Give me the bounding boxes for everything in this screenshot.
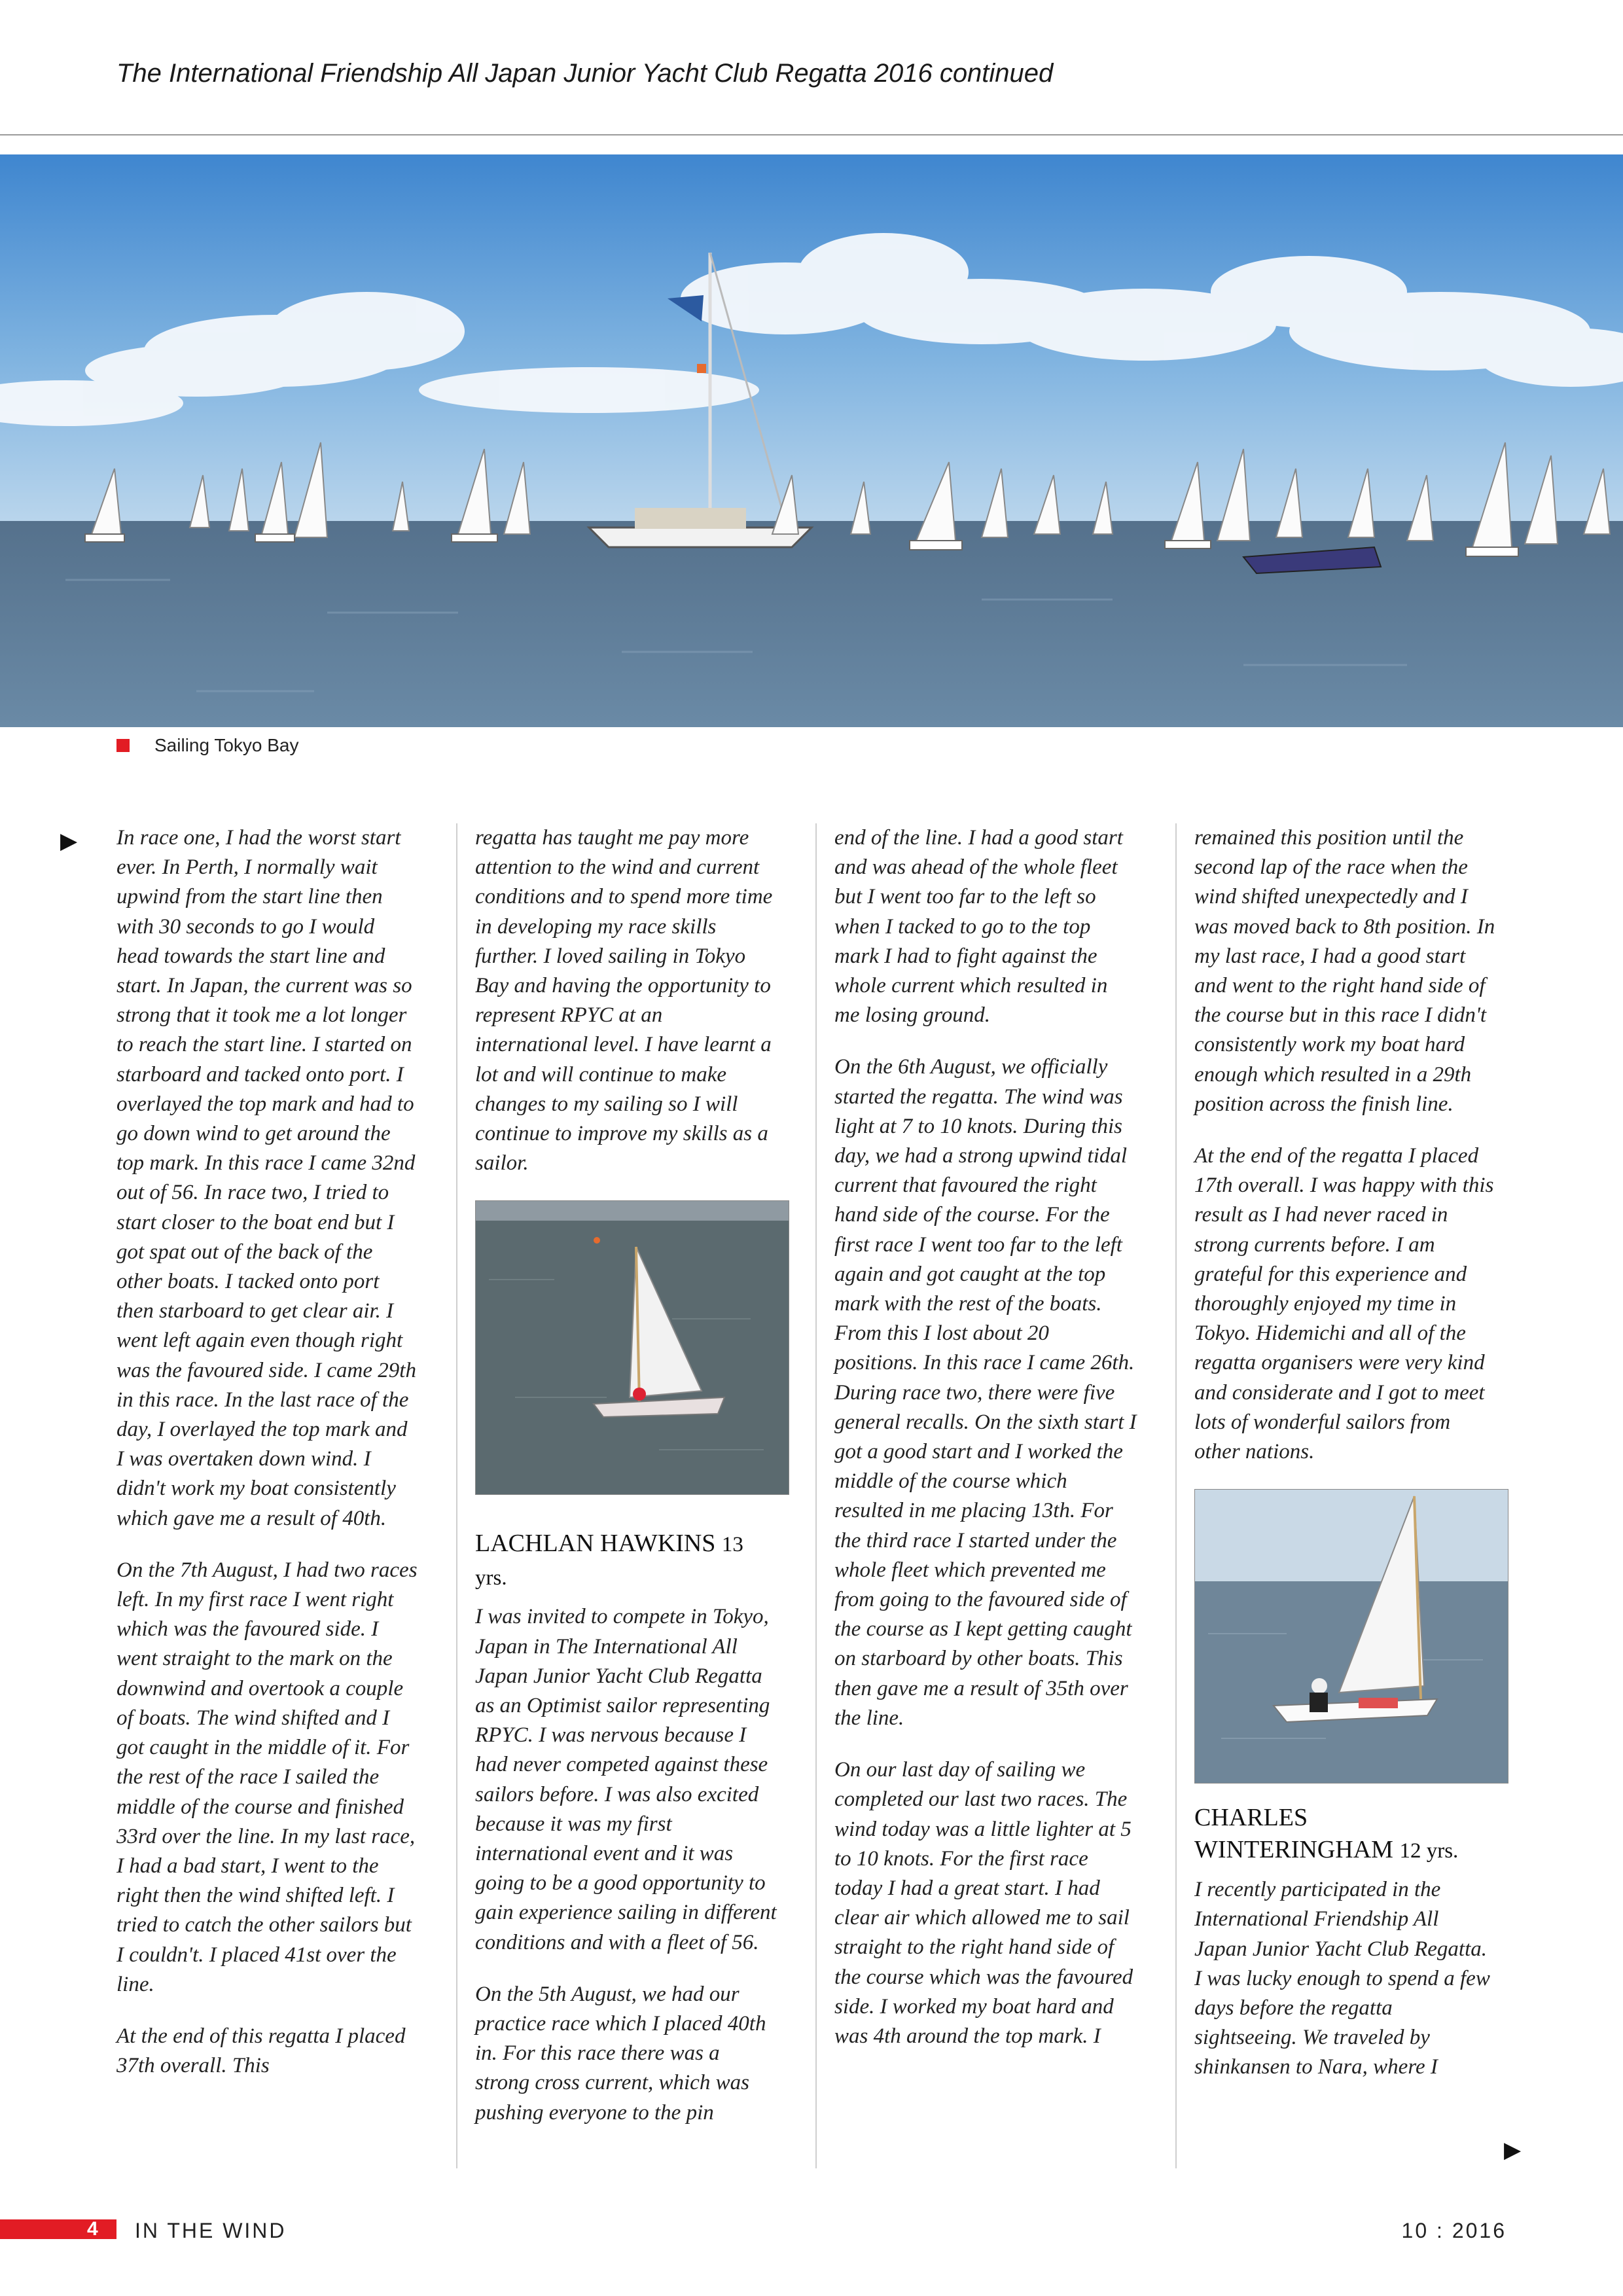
page-number: 4 (87, 2218, 98, 2240)
paragraph: On the 5th August, we had our practice race which I placed 40th in. For this race there was a strong cross current, which was pushing everyone to the pin (475, 1982, 766, 2125)
paragraph: end of the line. I had a good start and was ahead of the whole fleet but I went too far to the left so when I tacked to go to the top mark I had to fight against the whole current which resulted in me losing ground. (834, 826, 1123, 1028)
paragraph: On the 6th August, we officially started the regatta. The wind was light at 7 to 10 knots. During this day, we had a strong upwind tidal current that favoured the right hand side of the course. For the first race I went too far to the left again and got caught at the top mark with the rest of the boats. From this I lost about 20 positions. In this race I came 26th. During race two, there were five general recalls. On the sixth start I got a good start and I worked the middle of the course which resulted in me placing 13th. For the third race I started under the whole fleet which prevented me from going to the favoured side of the course as I kept getting caught on starboard by other boats. This then gave me a result of 35th over the line. (834, 1055, 1137, 1730)
footer-page-tab (0, 2219, 116, 2239)
paragraph: remained this position until the second lap of the race when the wind shifted unexpectedly and I was moved back to 8th position. In my last race, I had a good start and went to the right hand side of the course but in this race I didn't consistently work my boat hard enough which resulted in a 29th position across the finish line. (1194, 826, 1495, 1116)
column-divider (1175, 823, 1177, 2168)
paragraph: On the 7th August, I had two races left. In my first race I went right which was the favoured side. I went straight to the mark on the downwind and overtook a couple of boats. The wind shifted and I got caught in the middle of it. For the rest of the race I sailed the middle of the course and finished 33rd over the line. In my last race, I had a bad start, I went to the right then the wind shifted left. I tried to catch the other sailors but I couldn't. I placed 41st over the line. (116, 1558, 418, 1996)
paragraph: On our last day of sailing we completed our last two races. The wind today was a little lighter at 5 to 10 knots. For the first race today I had a great start. I had clear air which allowed me to sail straight to the right hand side of the course which was the favoured side. I worked my boat hard and was 4th around the top mark. I (834, 1758, 1133, 2048)
photo-caption (116, 735, 299, 756)
article-column-2 (475, 823, 777, 2128)
paragraph: I recently participated in the International Friendship All Japan Junior Yacht Club Regatta. I was lucky enough to spend a few days before the regatta sightseeing. We traveled by shinkansen to Nara, where I (1194, 1878, 1490, 2079)
optimist-sailor-photo (1194, 1489, 1508, 1784)
sailor-age: 12 yrs. (1399, 1839, 1459, 1863)
continue-arrow-icon: ▶ (60, 828, 78, 854)
sailor-name-heading (475, 1528, 777, 1594)
paragraph: At the end of this regatta I placed 37th overall. This (116, 2024, 406, 2078)
article-column-1 (116, 823, 419, 2081)
paragraph: At the end of the regatta I placed 17th overall. I was happy with this result as I had never raced in strong currents before. I am grateful for this experience and thoroughly enjoyed my time in Tokyo. Hidemichi and all of the regatta organisers were very kind and considerate and I got to meet lots of wonderful sailors from other nations. (1194, 1144, 1494, 1464)
caption-text: Sailing Tokyo Bay (154, 735, 299, 755)
sailor-name: CHARLES WINTERINGHAM (1194, 1804, 1393, 1864)
article-column-3 (834, 823, 1137, 2051)
column-divider (815, 823, 817, 2168)
continue-arrow-icon: ▶ (1504, 2137, 1522, 2163)
page-header-title: The International Friendship All Japan Junior Yacht Club Regatta 2016 continued (116, 59, 1054, 88)
paragraph: I was invited to compete in Tokyo, Japan in The International All Japan Junior Yacht Club Regatta as an Optimist sailor representing RPYC. I was nervous because I had never competed against these sailors before. I was also excited because it was my first international event and it was going to be a good opportunity to gain experience sailing in different conditions and with a fleet of 56. (475, 1605, 777, 1954)
hero-photo (0, 154, 1623, 727)
issue-date: 10 : 2016 (1401, 2219, 1507, 2242)
column-divider (456, 823, 457, 2168)
paragraph: regatta has taught me pay more attention to the wind and current conditions and to spend more time in developing my race skills further. I loved sailing in Tokyo Bay and having the opportunity to represent RPYC at an international level. I have learnt a lot and will continue to make changes to my sailing so I will continue to improve my skills as a sailor. (475, 826, 773, 1175)
header-rule (0, 134, 1623, 135)
magazine-title: IN THE WIND (135, 2219, 287, 2242)
optimist-dinghy-photo (475, 1200, 789, 1495)
caption-marker (116, 739, 130, 752)
paragraph: In race one, I had the worst start ever. In Perth, I normally wait upwind from the start line then with 30 seconds to go I would head towards the start line and start. In Japan, the current was so strong that it took me a lot longer to reach the start line. I started on starboard and tacked onto port. I overlayed the top mark and had to go down wind to get around the top mark. In this race I came 32nd out of 56. In race two, I tried to start closer to the boat end but I got spat out of the back of the other boats. I tacked onto port then starboard to get clear air. I went left again even though right was the favoured side. I came 29th in this race. In the last race of the day, I overlayed the top mark and I was overtaken down wind. I didn't work my boat consistently which gave me a result of 40th. (116, 826, 416, 1530)
sailor-name: LACHLAN HAWKINS (475, 1530, 716, 1558)
sailor-name-heading (1194, 1802, 1497, 1867)
sailor-age: 13 yrs. (475, 1533, 743, 1590)
article-column-4 (1194, 823, 1497, 2083)
